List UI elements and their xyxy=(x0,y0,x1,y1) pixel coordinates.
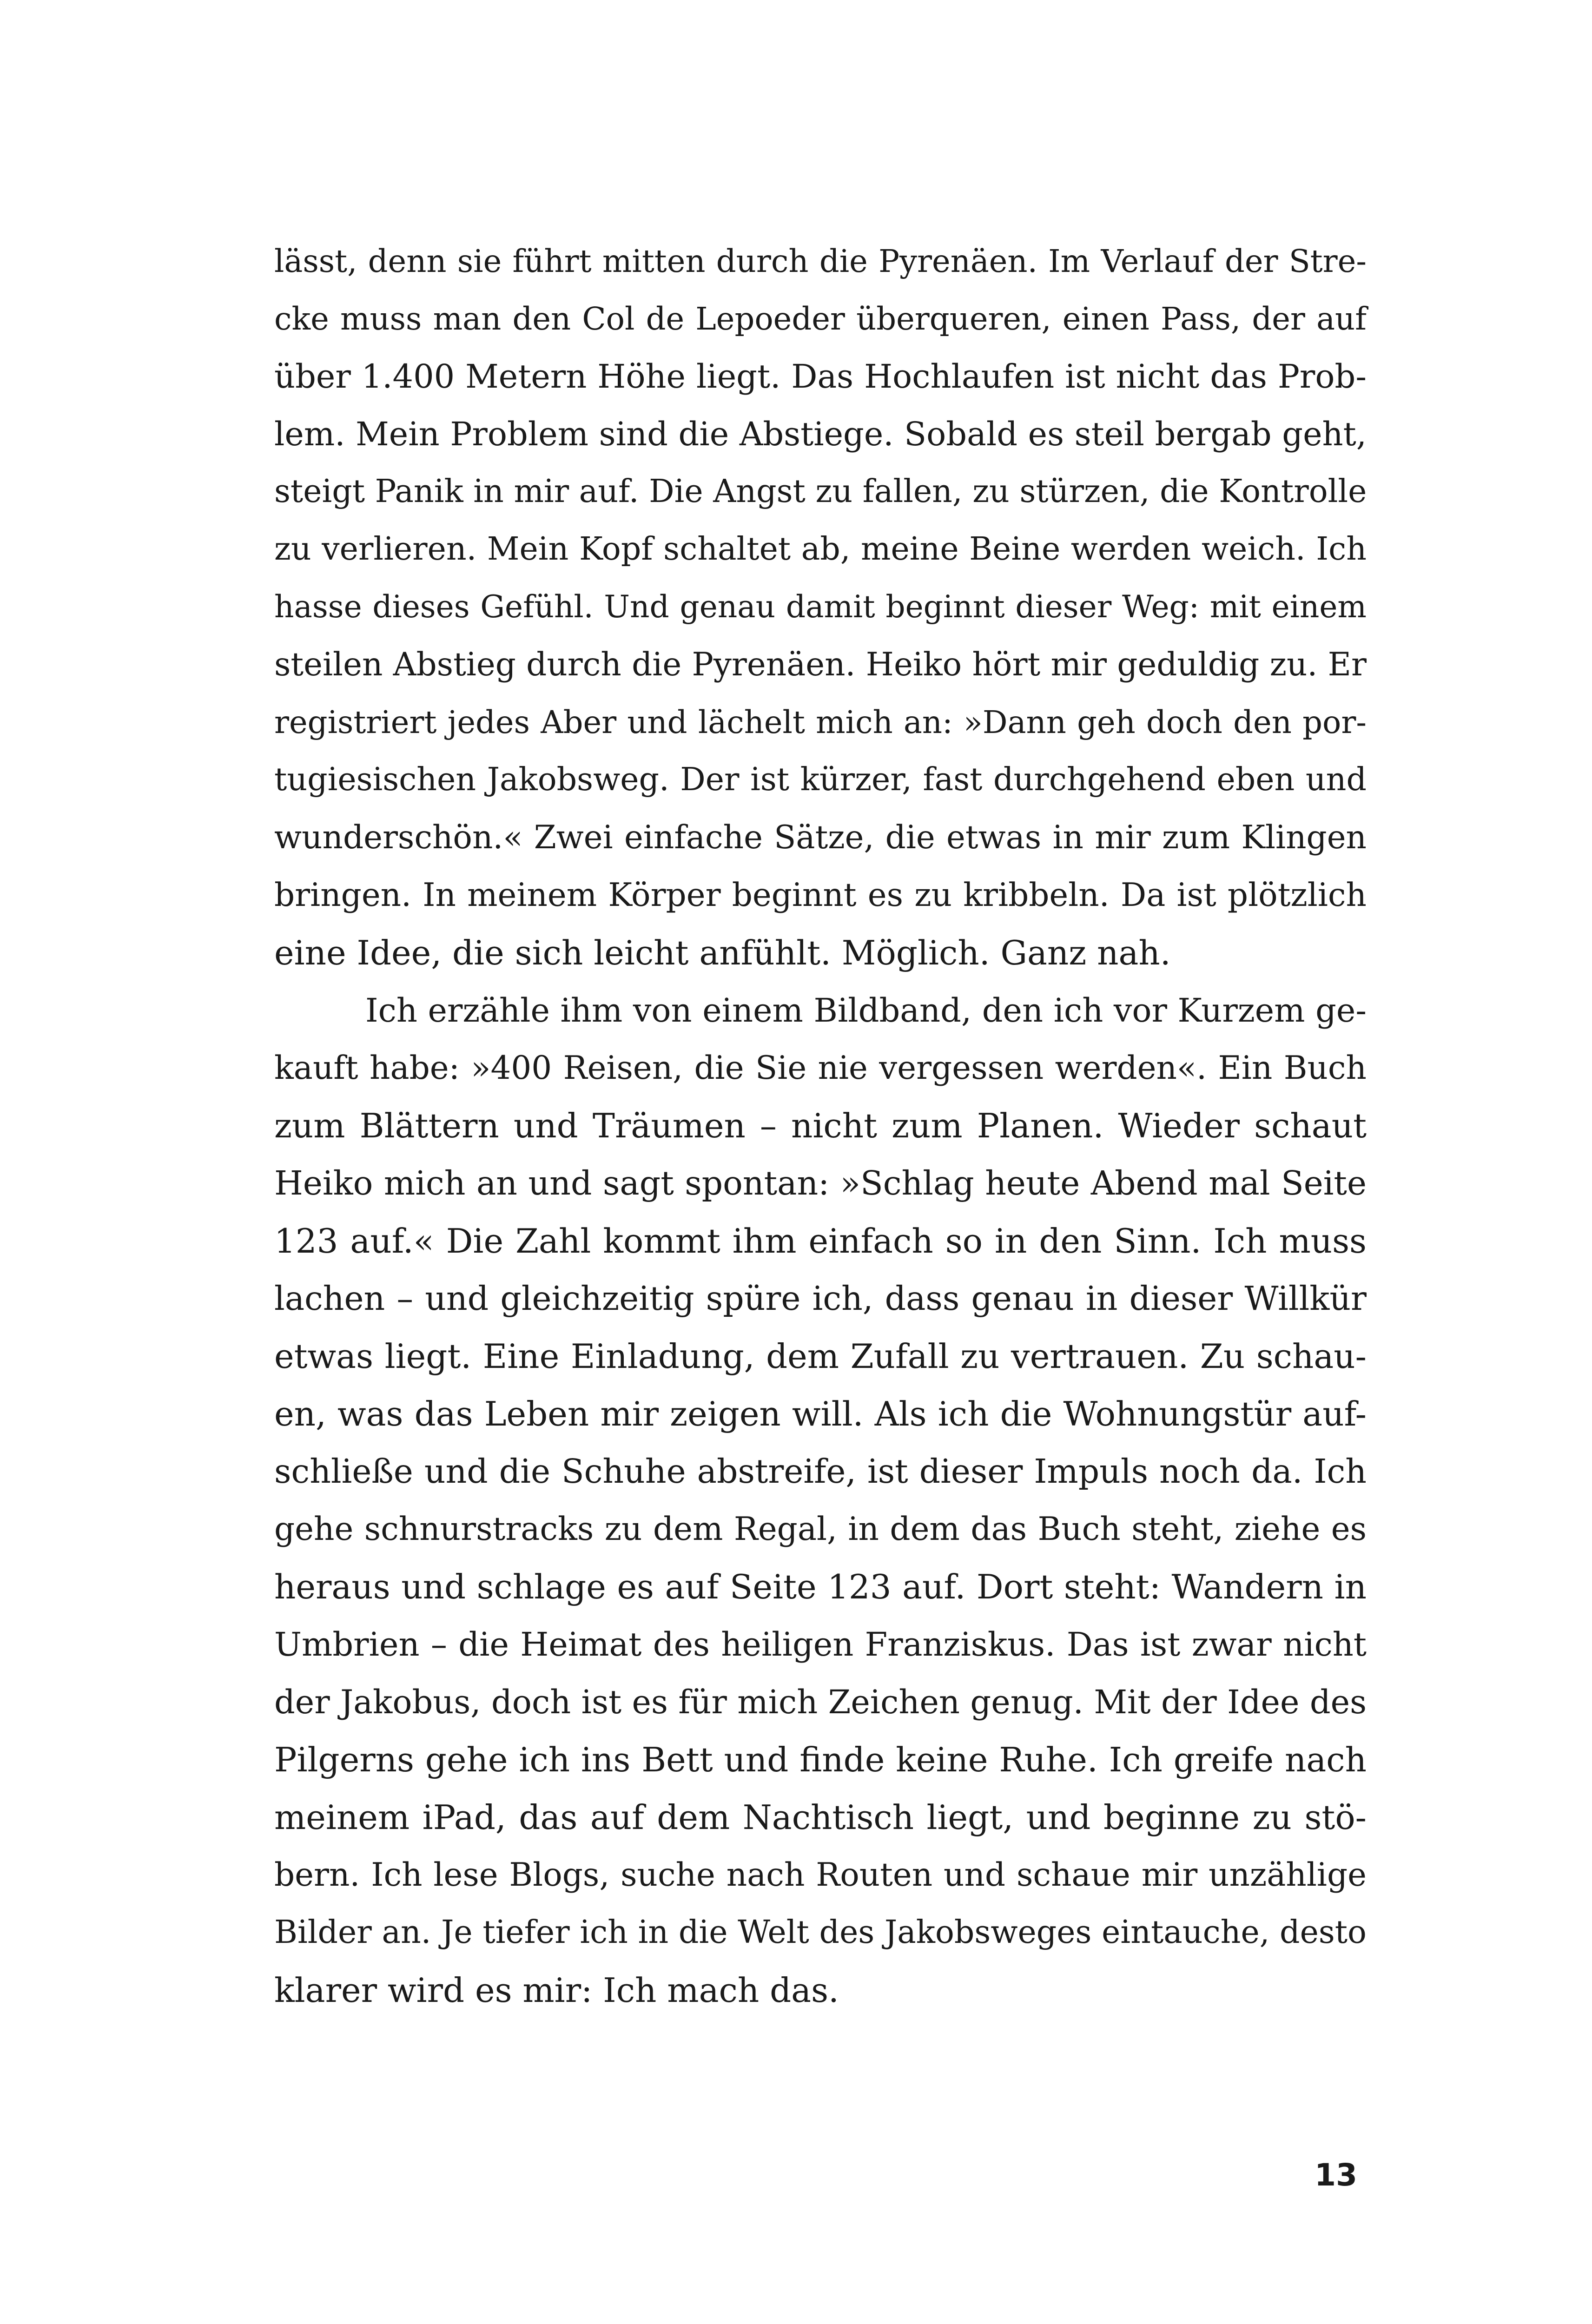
paragraph-1 xyxy=(274,232,1367,982)
text-line: eine Idee, die sich leicht anfühlt. Möglich. Ganz nah. xyxy=(274,933,1171,972)
text-line: Bilder an. Je tiefer ich in die Welt des Jakobsweges eintauche, desto xyxy=(274,1914,1367,1951)
text-line: bern. Ich lese Blogs, suche nach Routen und schaue mir unzählige xyxy=(274,1856,1367,1894)
text-line: klarer wird es mir: Ich mach das. xyxy=(274,1971,839,2010)
text-line: schließe und die Schuhe abstreife, ist dieser Impuls noch da. Ich xyxy=(274,1452,1367,1491)
text-line: steilen Abstieg durch die Pyrenäen. Heiko hört mir geduldig zu. Er xyxy=(274,646,1367,683)
text-line: hasse dieses Gefühl. Und genau damit beginnt dieser Weg: mit einem xyxy=(274,589,1367,625)
text-line: en, was das Leben mir zeigen will. Als ich die Wohnungstür auf- xyxy=(274,1394,1367,1433)
page-number: 13 xyxy=(1315,2157,1357,2193)
text-line: der Jakobus, doch ist es für mich Zeichen genug. Mit der Idee des xyxy=(274,1683,1367,1721)
text-line: steigt Panik in mir auf. Die Angst zu fallen, zu stürzen, die Kontrolle xyxy=(274,473,1367,510)
text-line: heraus und schlage es auf Seite 123 auf. Dort steht: Wandern in xyxy=(274,1567,1367,1606)
text-line: zum Blättern und Träumen – nicht zum Planen. Wieder schaut xyxy=(274,1106,1367,1145)
text-line: Ich erzähle ihm von einem Bildband, den ich vor Kurzem ge- xyxy=(365,991,1367,1030)
text-line: lässt, denn sie führt mitten durch die Pyrenäen. Im Verlauf der Stre- xyxy=(274,243,1367,279)
text-line: etwas liegt. Eine Einladung, dem Zufall zu vertrauen. Zu schau- xyxy=(274,1337,1367,1376)
text-line: lachen – und gleichzeitig spüre ich, dass genau in dieser Willkür xyxy=(274,1279,1367,1318)
text-line: wunderschön.« Zwei einfache Sätze, die etwas in mir zum Klingen xyxy=(274,819,1367,856)
text-line: bringen. In meinem Körper beginnt es zu kribbeln. Da ist plötzlich xyxy=(274,877,1367,914)
text-line: cke muss man den Col de Lepoeder überqueren, einen Pass, der auf xyxy=(274,301,1367,337)
text-line: gehe schnurstracks zu dem Regal, in dem das Buch steht, ziehe es xyxy=(274,1511,1367,1548)
body-text xyxy=(274,232,1367,2019)
text-line: meinem iPad, das auf dem Nachtisch liegt, und beginne zu stö- xyxy=(274,1798,1367,1837)
text-line: über 1.400 Metern Höhe liegt. Das Hochlaufen ist nicht das Prob- xyxy=(274,357,1367,396)
text-line: Heiko mich an und sagt spontan: »Schlag heute Abend mal Seite xyxy=(274,1164,1367,1202)
paragraph-2 xyxy=(274,982,1367,2019)
text-line: Umbrien – die Heimat des heiligen Franziskus. Das ist zwar nicht xyxy=(274,1625,1367,1664)
text-line: Pilgerns gehe ich ins Bett und finde keine Ruhe. Ich greife nach xyxy=(274,1740,1367,1779)
text-line: 123 auf.« Die Zahl kommt ihm einfach so in den Sinn. Ich muss xyxy=(274,1221,1367,1261)
text-line: registriert jedes Aber und lächelt mich an: »Dann geh doch den por- xyxy=(274,704,1367,740)
text-line: tugiesischen Jakobsweg. Der ist kürzer, fast durchgehend eben und xyxy=(274,761,1367,798)
text-line: zu verlieren. Mein Kopf schaltet ab, meine Beine werden weich. Ich xyxy=(274,531,1367,568)
text-line: kauft habe: »400 Reisen, die Sie nie vergessen werden«. Ein Buch xyxy=(274,1050,1367,1087)
text-line: lem. Mein Problem sind die Abstiege. Sobald es steil bergab geht, xyxy=(274,415,1367,453)
